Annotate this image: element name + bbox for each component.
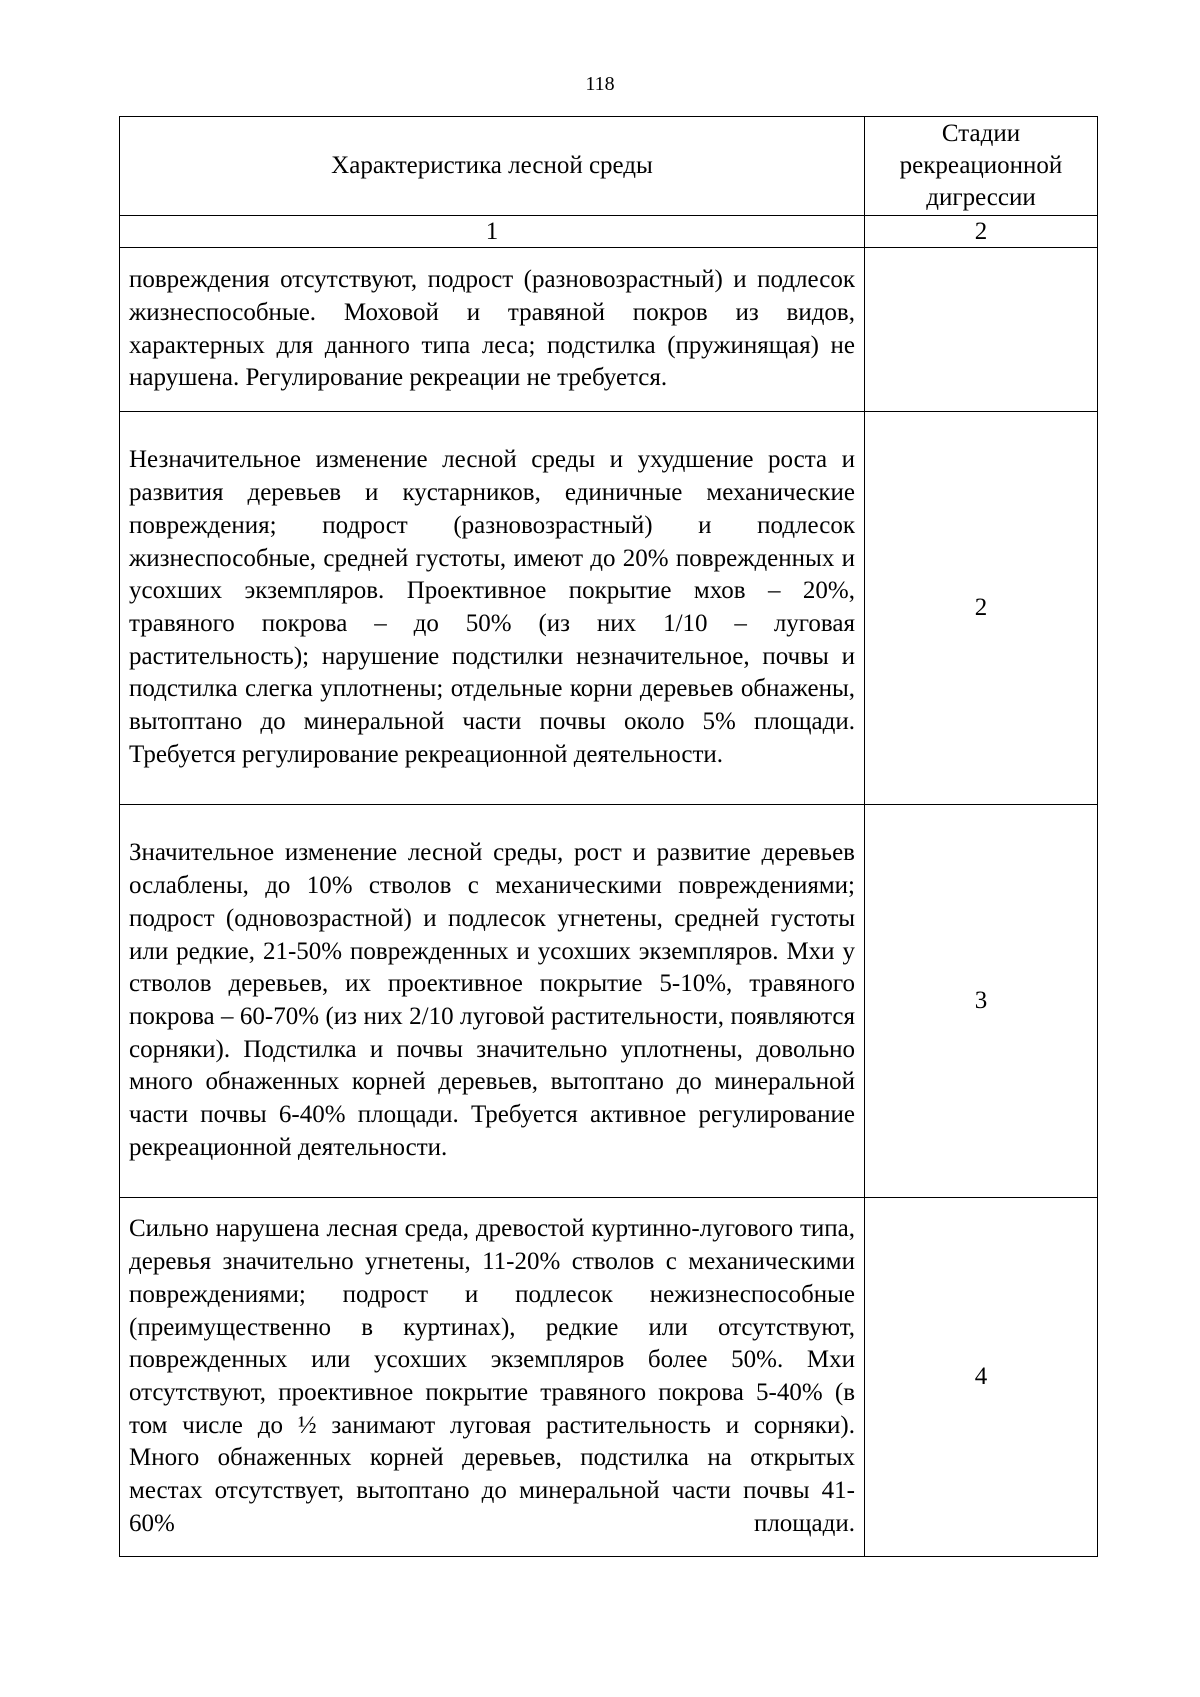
column-number-1: 1 (120, 216, 865, 248)
stage-cell: 3 (865, 805, 1098, 1198)
header-characteristic: Характеристика лесной среды (120, 117, 865, 216)
stage-cell (865, 248, 1098, 412)
characteristic-cell: Значительное изменение лесной среды, рост и развитие деревьев ослаблены, до 10% стволов с механическими повреждениями; подрост (одновозрастной) и подлесок угнетены, средней густоты или редкие, 21-50% поврежденных и усохших экземпляров. Мхи у стволов деревьев, их проективное покрытие 5-10%, травяного покрова – 60-70% (из них 2/10 луговой растительности, появляются сорняки). Подстилка и почвы значительно уплотнены, довольно много обнаженных корней деревьев, вытоптано до минеральной части почвы 6-40% площади. Требуется активное регулирование рекреационной деятельности. (120, 805, 865, 1198)
column-number-row (120, 216, 1098, 248)
characteristic-cell: Незначительное изменение лесной среды и ухудшение роста и развития деревьев и кустарников, единичные механические повреждения; подрост (разновозрастный) и подлесок жизнеспособные, средней густоты, имеют до 20% поврежденных и усохших экземпляров. Проективное покрытие мхов – 20%, травяного покрова – до 50% (из них 1/10 – луговая растительность); нарушение подстилки незначительное, почвы и подстилка слегка уплотнены; отдельные корни деревьев обнажены, вытоптано до минеральной части почвы около 5% площади. Требуется регулирование рекреационной деятельности. (120, 412, 865, 805)
table (119, 116, 1098, 1557)
stage-cell: 4 (865, 1198, 1098, 1557)
column-number-2: 2 (865, 216, 1098, 248)
table-row (120, 805, 1098, 1198)
table-row (120, 1198, 1098, 1557)
table-row (120, 248, 1098, 412)
header-stage: Стадии рекреационной дигрессии (865, 117, 1098, 216)
characteristic-cell: Сильно нарушена лесная среда, древостой куртинно-лугового типа, деревья значительно угнетены, 11-20% стволов с механическими повреждениями; подрост и подлесок нежизнеспособные (преимущественно в куртинах), редкие или отсутствуют, поврежденных или усохших экземпляров более 50%. Мхи отсутствуют, проективное покрытие травяного покрова 5-40% (в том числе до ½ занимают луговая растительность и сорняки). Много обнаженных корней деревьев, подстилка на открытых местах отсутствует, вытоптано до минеральной части почвы 41-60% площади. (120, 1198, 865, 1557)
table-row (120, 412, 1098, 805)
stage-cell: 2 (865, 412, 1098, 805)
characteristic-cell: повреждения отсутствуют, подрост (разновозрастный) и подлесок жизнеспособные. Моховой и травяной покров из видов, характерных для данного типа леса; подстилка (пружинящая) не нарушена. Регулирование рекреации не требуется. (120, 248, 865, 412)
table-header-row (120, 117, 1098, 216)
recreational-digression-table (119, 116, 1097, 1557)
page-number: 118 (585, 73, 615, 95)
